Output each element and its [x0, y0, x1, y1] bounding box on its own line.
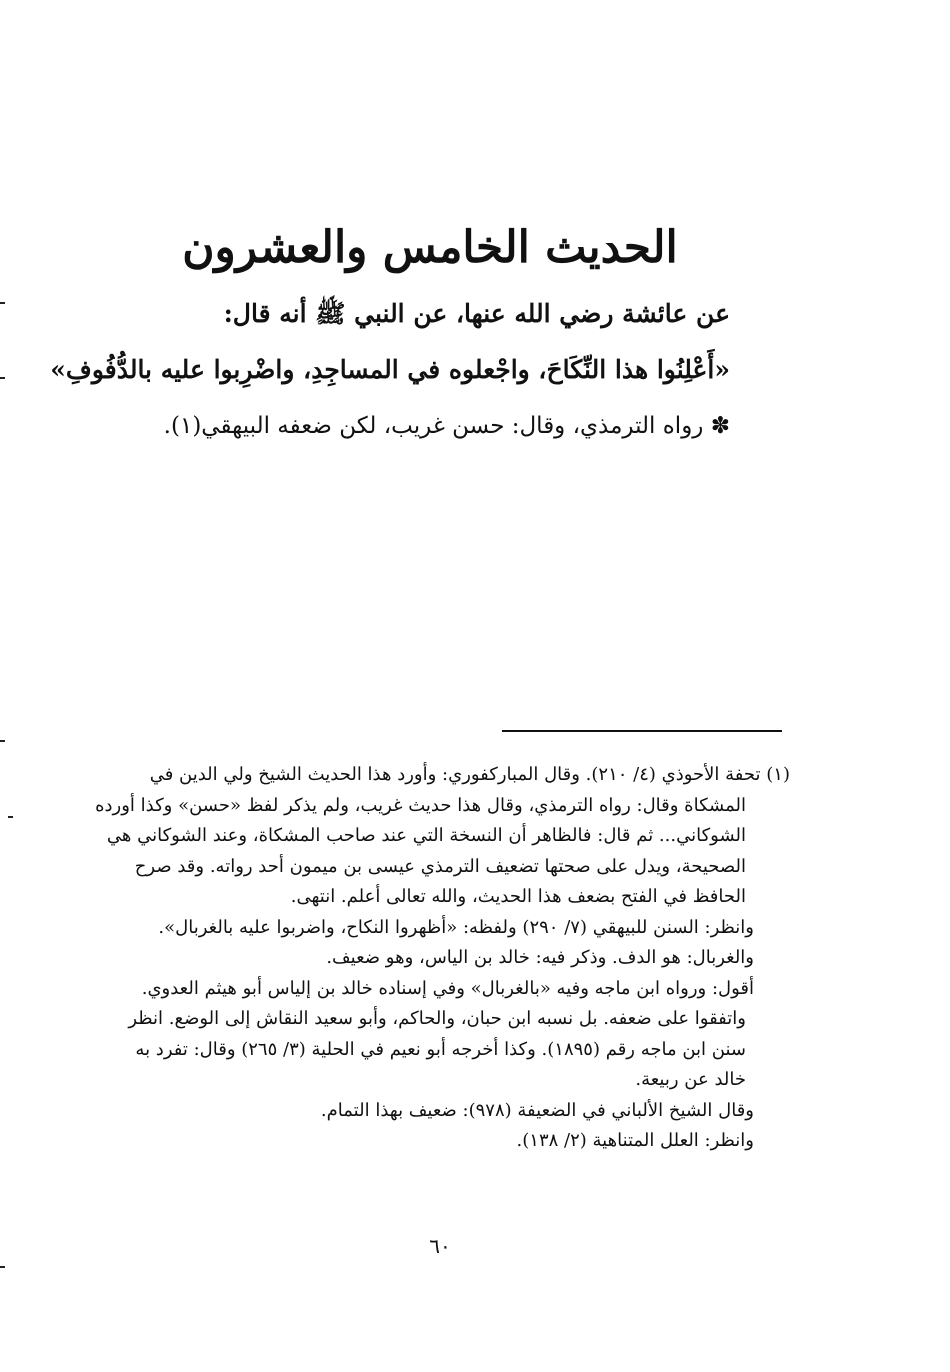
footnote-line: (١) تحفة الأحوذي (٤/ ٢١٠). وقال المباركفوري: وأورد هذا الحديث الشيخ ولي الدين في — [149, 764, 790, 785]
hadith-intro: عن عائشة رضي الله عنها، عن النبي ﷺ أنه قال: — [223, 299, 730, 328]
hadith-narration: ✽ رواه الترمذي، وقال: حسن غريب، لكن ضعفه البيهقي(١). — [163, 413, 730, 439]
footnote-line: أقول: ورواه ابن ماجه وفيه «بالغربال» وفي إسناده خالد بن إلياس أبو هيثم العدوي. — [141, 977, 754, 999]
footnote-line: الشوكاني... ثم قال: فالظاهر أن النسخة التي عند صاحب المشكاة، وعند الشوكاني هي — [106, 825, 746, 846]
scan-mark — [0, 302, 5, 304]
hadith-text: «أَعْلِنُوا هذا النِّكَاحَ، واجْعلوه في المساجِدِ، واضْرِبوا عليه بالدُّفُوفِ» — [50, 355, 730, 384]
footnotes — [95, 760, 790, 1157]
footnote-line: الحافظ في الفتح بضعف هذا الحديث، والله تعالى أعلم. انتهى. — [290, 886, 746, 907]
hadith-body — [50, 286, 730, 454]
scan-mark — [8, 816, 13, 818]
footnote-line: والغربال: هو الدف. وذكر فيه: خالد بن الياس، وهو ضعيف. — [326, 947, 754, 968]
scan-mark — [0, 1266, 5, 1268]
footnote-line: وانظر: السنن للبيهقي (٧/ ٢٩٠) ولفظه: «أظهروا النكاح، واضربوا عليه بالغربال». — [158, 916, 754, 938]
footnote-line: وانظر: العلل المتناهية (٢/ ١٣٨). — [516, 1130, 754, 1151]
scan-mark — [0, 740, 5, 742]
hadith-heading: الحديث الخامس والعشرون — [182, 222, 678, 273]
footnote-line: الصحيحة، ويدل على صحتها تضعيف الترمذي عيسى بن ميمون أحد رواته. وقد صرح — [134, 855, 746, 877]
footnote-line: خالد عن ربيعة. — [635, 1069, 746, 1090]
footnote-line: وقال الشيخ الألباني في الضعيفة (٩٧٨): ضعيف بهذا التمام. — [320, 1099, 754, 1121]
scan-mark — [0, 377, 5, 379]
footnote-separator — [502, 730, 782, 732]
page-number: ٦٠ — [429, 1234, 451, 1258]
footnote-line: واتفقوا على ضعفه. بل نسبه ابن حبان، والحاكم، وأبو سعيد النقاش إلى الوضع. انظر — [128, 1008, 746, 1029]
footnote-line: سنن ابن ماجه رقم (١٨٩٥). وكذا أخرجه أبو نعيم في الحلية (٣/ ٢٦٥) وقال: تفرد به — [135, 1038, 746, 1060]
footnote-line: المشكاة وقال: رواه الترمذي، وقال هذا حديث غريب، ولم يذكر لفظ «حسن» وكذا أورده — [95, 794, 746, 816]
